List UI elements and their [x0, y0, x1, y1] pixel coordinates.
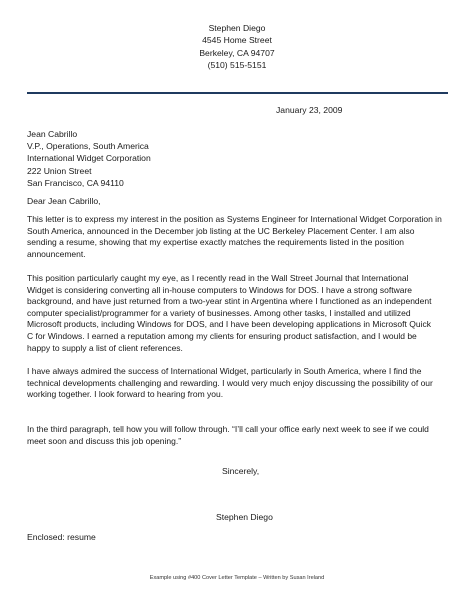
recipient-address [27, 128, 151, 189]
paragraph-line: meet soon and discuss this job opening.” [27, 435, 182, 446]
body-paragraph-2 [27, 273, 452, 354]
enclosure-note: Enclosed: resume [27, 532, 96, 542]
recipient-street: 222 Union Street [27, 165, 92, 176]
paragraph-line: I have always admired the success of International Widget, particularly in South America, where I find the [27, 366, 422, 376]
body-paragraph-1 [27, 214, 452, 260]
header-divider [27, 92, 448, 94]
letter-date: January 23, 2009 [276, 105, 343, 115]
paragraph-line: C for Windows. I earned a reputation among my clients for ensuring product satisfaction, and I would be [27, 330, 417, 341]
paragraph-line: computer specialist/programmer for a variety of businesses. Among other tasks, I installed and utilized [27, 307, 411, 318]
paragraph-line: happy to supply a list of client references. [27, 342, 183, 353]
paragraph-line: background, and have just returned from a two-year stint in Argentina where I functioned as an independent [27, 296, 432, 307]
paragraph-line: In the third paragraph, tell how you will follow through. “I’ll call your office early next week to see if we could [27, 424, 429, 434]
paragraph-line: sending a resume, showing that my expertise exactly matches the requirements listed in the position [27, 237, 405, 248]
paragraph-line: Widget is considering converting all in-house computers to Windows for DOS. I have a strong software [27, 284, 413, 295]
sender-header [0, 22, 474, 72]
signature-name: Stephen Diego [216, 512, 273, 522]
recipient-title: V.P., Operations, South America [27, 141, 149, 152]
salutation: Dear Jean Cabrillo, [27, 196, 101, 206]
closing: Sincerely, [222, 466, 260, 476]
recipient-name: Jean Cabrillo [27, 129, 78, 139]
sender-street: 4545 Home Street [202, 35, 272, 46]
paragraph-line: This position particularly caught my eye, as I recently read in the Wall Street Journal that International [27, 273, 409, 283]
template-credit: Example using #400 Cover Letter Template – Written by Susan Ireland [149, 575, 325, 581]
recipient-city: San Francisco, CA 94110 [27, 177, 124, 188]
paragraph-line: This letter is to express my interest in the position as Systems Engineer for International Widget Corporation in [27, 214, 442, 224]
paragraph-line: technical developments challenging and rewarding. I would very much enjoy discussing the possibility of our [27, 377, 433, 388]
sender-name: Stephen Diego [208, 23, 266, 33]
paragraph-line: South America, announced in the December job listing at the UC Berkeley Placement Center. I am also [27, 225, 415, 236]
paragraph-line: announcement. [27, 248, 86, 259]
sender-phone: (510) 515-5151 [207, 60, 267, 71]
recipient-company: International Widget Corporation [27, 153, 151, 164]
paragraph-line: working together. I look forward to hearing from you. [27, 389, 224, 400]
body-paragraph-4 [27, 424, 452, 447]
paragraph-line: Microsoft products, including Windows for DOS, and I have been developing applications in Microsoft Quick [27, 319, 431, 330]
sender-city: Berkeley, CA 94707 [199, 47, 275, 58]
body-paragraph-3 [27, 366, 452, 401]
